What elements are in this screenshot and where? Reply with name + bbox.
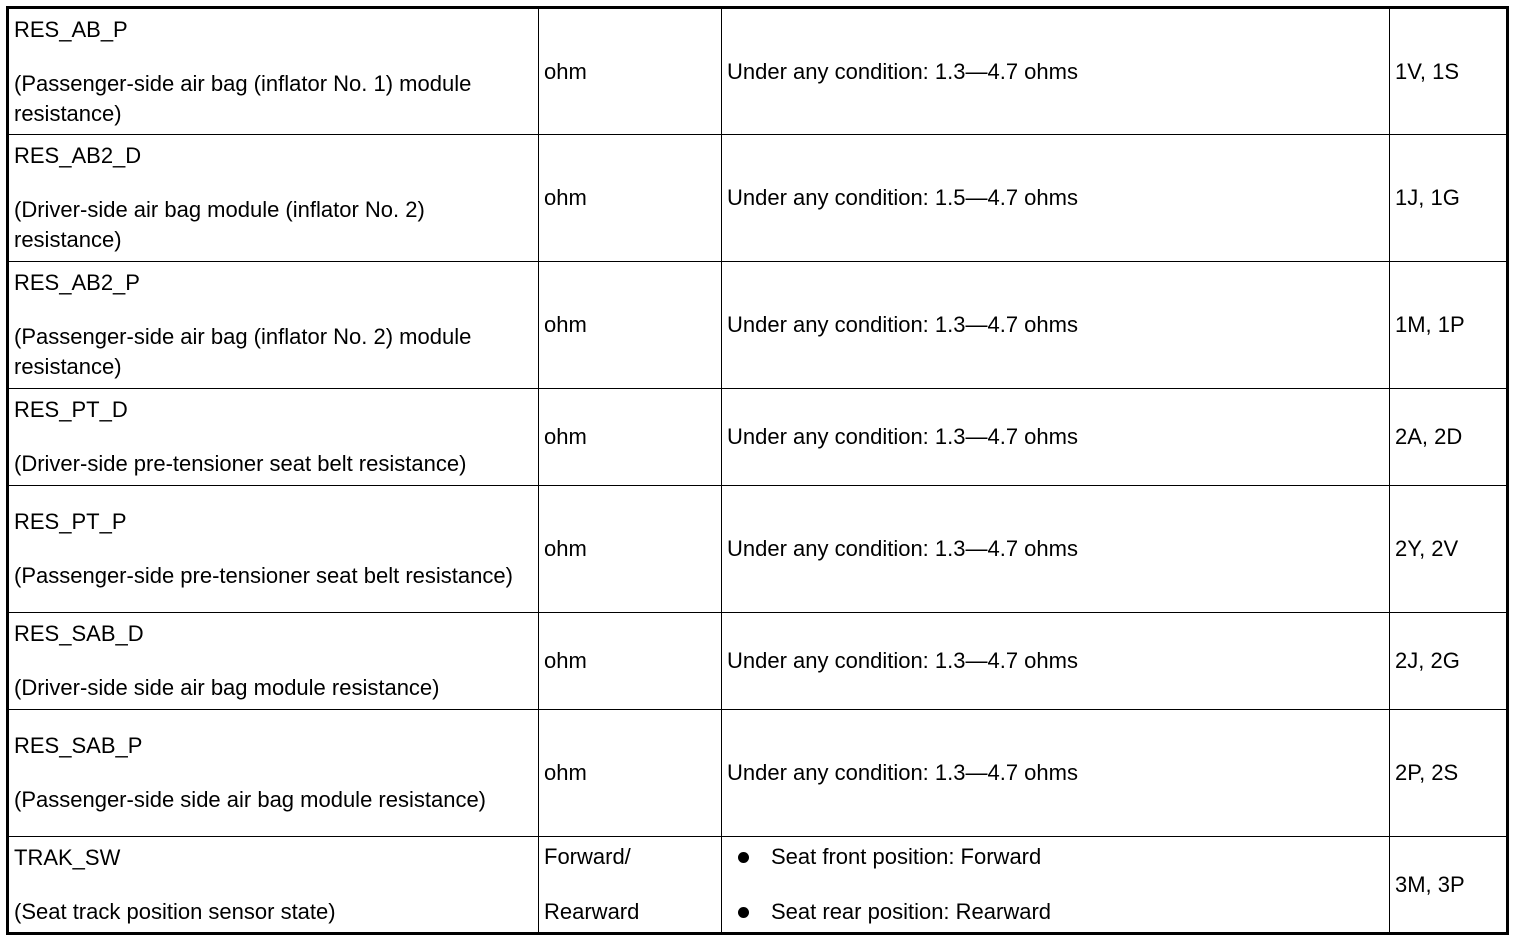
table-row <box>8 486 1508 613</box>
pid-name: TRAK_SW <box>14 844 121 870</box>
pid-name: RES_AB2_P <box>14 270 140 295</box>
pid-name: RES_SAB_D <box>14 621 144 646</box>
terminal-cell: 2Y, 2V <box>1390 486 1508 613</box>
pid-description: (Passenger-side pre-tensioner seat belt resistance) <box>14 563 513 588</box>
table-row <box>8 710 1508 837</box>
condition-cell: Under any condition: 1.3—4.7 ohms <box>722 8 1390 135</box>
pid-cell <box>8 837 539 934</box>
condition-cell <box>722 837 1390 934</box>
unit-cell: ohm <box>539 613 722 710</box>
terminal-cell: 1M, 1P <box>1390 262 1508 389</box>
table-row <box>8 262 1508 389</box>
pid-description: (Passenger-side air bag (inflator No. 1) module resistance) <box>14 70 472 126</box>
pid-cell <box>8 710 539 837</box>
pid-description: (Driver-side air bag module (inflator No. 2) resistance) <box>14 197 425 252</box>
terminal-cell: 2P, 2S <box>1390 710 1508 837</box>
pid-name: RES_SAB_P <box>14 733 143 758</box>
table-row <box>8 135 1508 262</box>
list-item <box>771 897 1384 927</box>
table-row <box>8 837 1508 934</box>
terminal-cell: 3M, 3P <box>1390 837 1508 934</box>
unit-cell: ohm <box>539 135 722 262</box>
pid-description: (Seat track position sensor state) <box>14 898 336 924</box>
condition-cell: Under any condition: 1.3—4.7 ohms <box>722 389 1390 486</box>
table-row <box>8 389 1508 486</box>
unit-cell: ohm <box>539 8 722 135</box>
pid-name: RES_AB2_D <box>14 143 142 168</box>
unit-line: Forward/ <box>544 844 631 869</box>
unit-cell: ohm <box>539 710 722 837</box>
pid-cell <box>8 613 539 710</box>
pid-description: (Driver-side side air bag module resistance) <box>14 675 440 700</box>
pid-cell <box>8 8 539 135</box>
pid-description: (Passenger-side air bag (inflator No. 2) module resistance) <box>14 324 472 379</box>
unit-cell <box>539 837 722 934</box>
pid-description: (Passenger-side side air bag module resistance) <box>14 787 487 812</box>
pid-name: RES_AB_P <box>14 16 128 42</box>
pid-cell <box>8 486 539 613</box>
unit-cell: ohm <box>539 389 722 486</box>
condition-text: Seat rear position: Rearward <box>771 899 1052 924</box>
pid-name: RES_PT_D <box>14 397 128 422</box>
condition-cell: Under any condition: 1.3—4.7 ohms <box>722 613 1390 710</box>
list-item <box>771 842 1384 872</box>
pid-description: (Driver-side pre-tensioner seat belt resistance) <box>14 451 467 476</box>
pid-name: RES_PT_P <box>14 509 127 534</box>
unit-cell: ohm <box>539 262 722 389</box>
condition-list <box>727 842 1384 927</box>
table-row <box>8 613 1508 710</box>
pid-cell <box>8 389 539 486</box>
pid-cell <box>8 135 539 262</box>
bullet-icon <box>738 907 749 918</box>
terminal-cell: 2J, 2G <box>1390 613 1508 710</box>
unit-cell: ohm <box>539 486 722 613</box>
unit-line: Rearward <box>544 899 640 924</box>
condition-cell: Under any condition: 1.3—4.7 ohms <box>722 486 1390 613</box>
terminal-cell: 1V, 1S <box>1390 8 1508 135</box>
terminal-cell: 1J, 1G <box>1390 135 1508 262</box>
condition-text: Seat front position: Forward <box>771 844 1042 869</box>
table-row <box>8 8 1508 135</box>
terminal-cell: 2A, 2D <box>1390 389 1508 486</box>
pid-cell <box>8 262 539 389</box>
pid-table <box>6 6 1509 935</box>
condition-cell: Under any condition: 1.3—4.7 ohms <box>722 710 1390 837</box>
condition-cell: Under any condition: 1.5—4.7 ohms <box>722 135 1390 262</box>
bullet-icon <box>738 852 749 863</box>
condition-cell: Under any condition: 1.3—4.7 ohms <box>722 262 1390 389</box>
